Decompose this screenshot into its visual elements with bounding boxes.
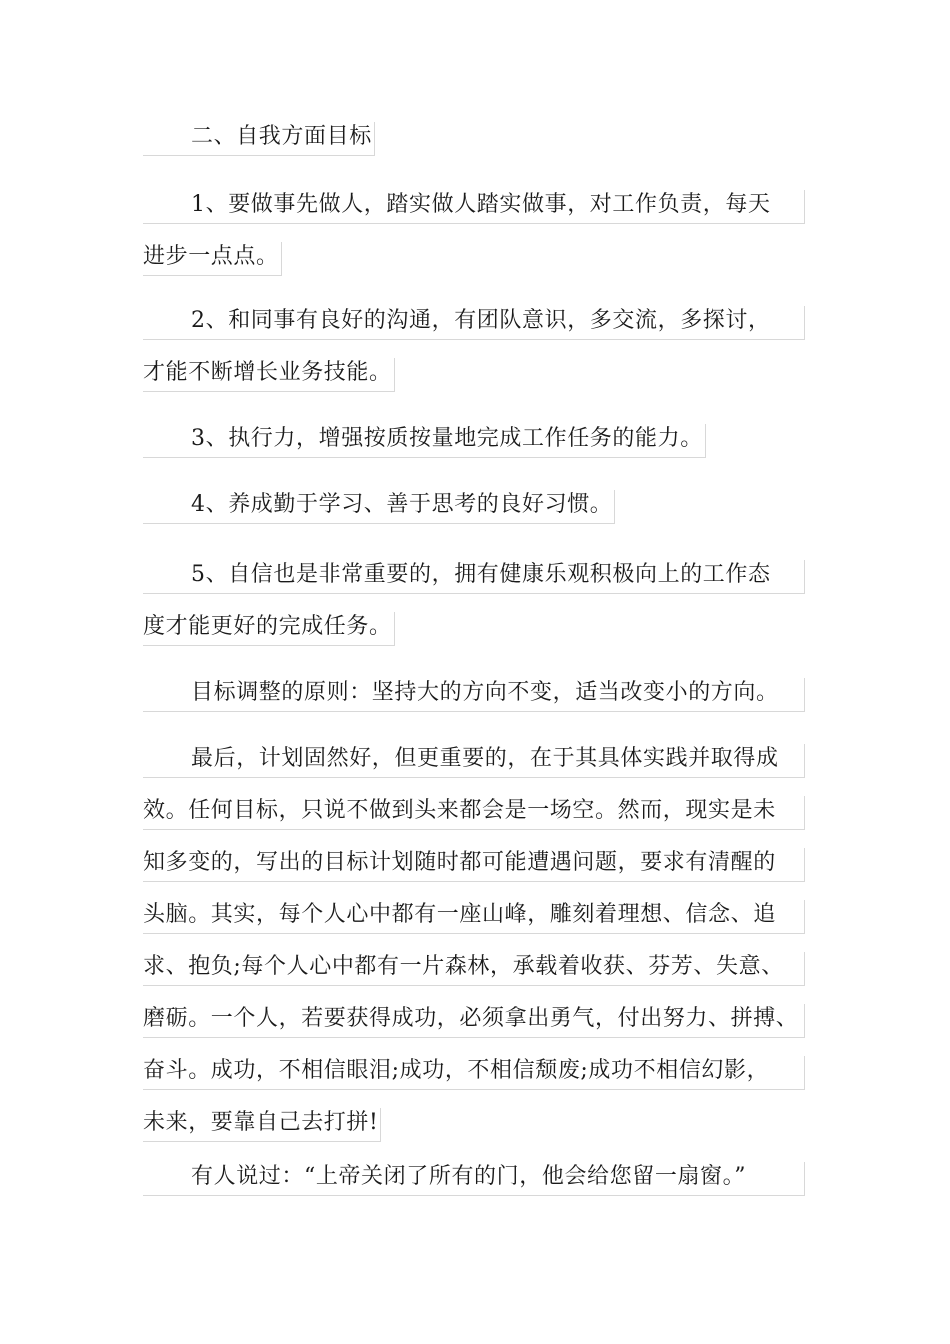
text-line: 3、执行力，增强按质按量地完成工作任务的能力。 <box>191 424 706 458</box>
goal-item-3 <box>143 414 805 466</box>
text-line: 未来，要靠自己去打拼! <box>143 1108 381 1142</box>
text-line: 效。任何目标，只说不做到头来都会是一场空。然而，现实是未 <box>143 796 805 830</box>
text-line: 最后，计划固然好，但更重要的，在于其具体实践并取得成 <box>191 744 805 778</box>
text-line: 1、要做事先做人，踏实做人踏实做事，对工作负责，每天 <box>191 190 805 224</box>
text-line: 磨砺。一个人，若要获得成功，必须拿出勇气，付出努力、拼搏、 <box>143 1004 805 1038</box>
goal-item-1 <box>143 180 805 284</box>
text-line: 5、自信也是非常重要的，拥有健康乐观积极向上的工作态 <box>191 560 805 594</box>
text-line: 二、自我方面目标 <box>191 122 375 156</box>
adjustment-principle <box>143 668 805 720</box>
goal-item-5 <box>143 550 805 654</box>
text-line: 求、抱负;每个人心中都有一片森林，承载着收获、芬芳、失意、 <box>143 952 805 986</box>
text-line: 4、养成勤于学习、善于思考的良好习惯。 <box>191 490 615 524</box>
goal-item-2 <box>143 296 805 400</box>
text-line: 奋斗。成功，不相信眼泪;成功，不相信颓废;成功不相信幻影， <box>143 1056 805 1090</box>
section-heading <box>143 112 805 164</box>
text-line: 2、和同事有良好的沟通，有团队意识，多交流，多探讨， <box>191 306 805 340</box>
text-line: 目标调整的原则：坚持大的方向不变，适当改变小的方向。 <box>191 678 805 712</box>
text-line: 有人说过：“上帝关闭了所有的门，他会给您留一扇窗。” <box>191 1162 805 1196</box>
quote-paragraph <box>143 1152 805 1204</box>
text-line: 度才能更好的完成任务。 <box>143 612 395 646</box>
text-line: 才能不断增长业务技能。 <box>143 358 395 392</box>
text-line: 头脑。其实，每个人心中都有一座山峰，雕刻着理想、信念、追 <box>143 900 805 934</box>
goal-item-4 <box>143 480 805 532</box>
closing-paragraph <box>143 734 805 1150</box>
text-line: 知多变的，写出的目标计划随时都可能遭遇问题，要求有清醒的 <box>143 848 805 882</box>
text-line: 进步一点点。 <box>143 242 282 276</box>
